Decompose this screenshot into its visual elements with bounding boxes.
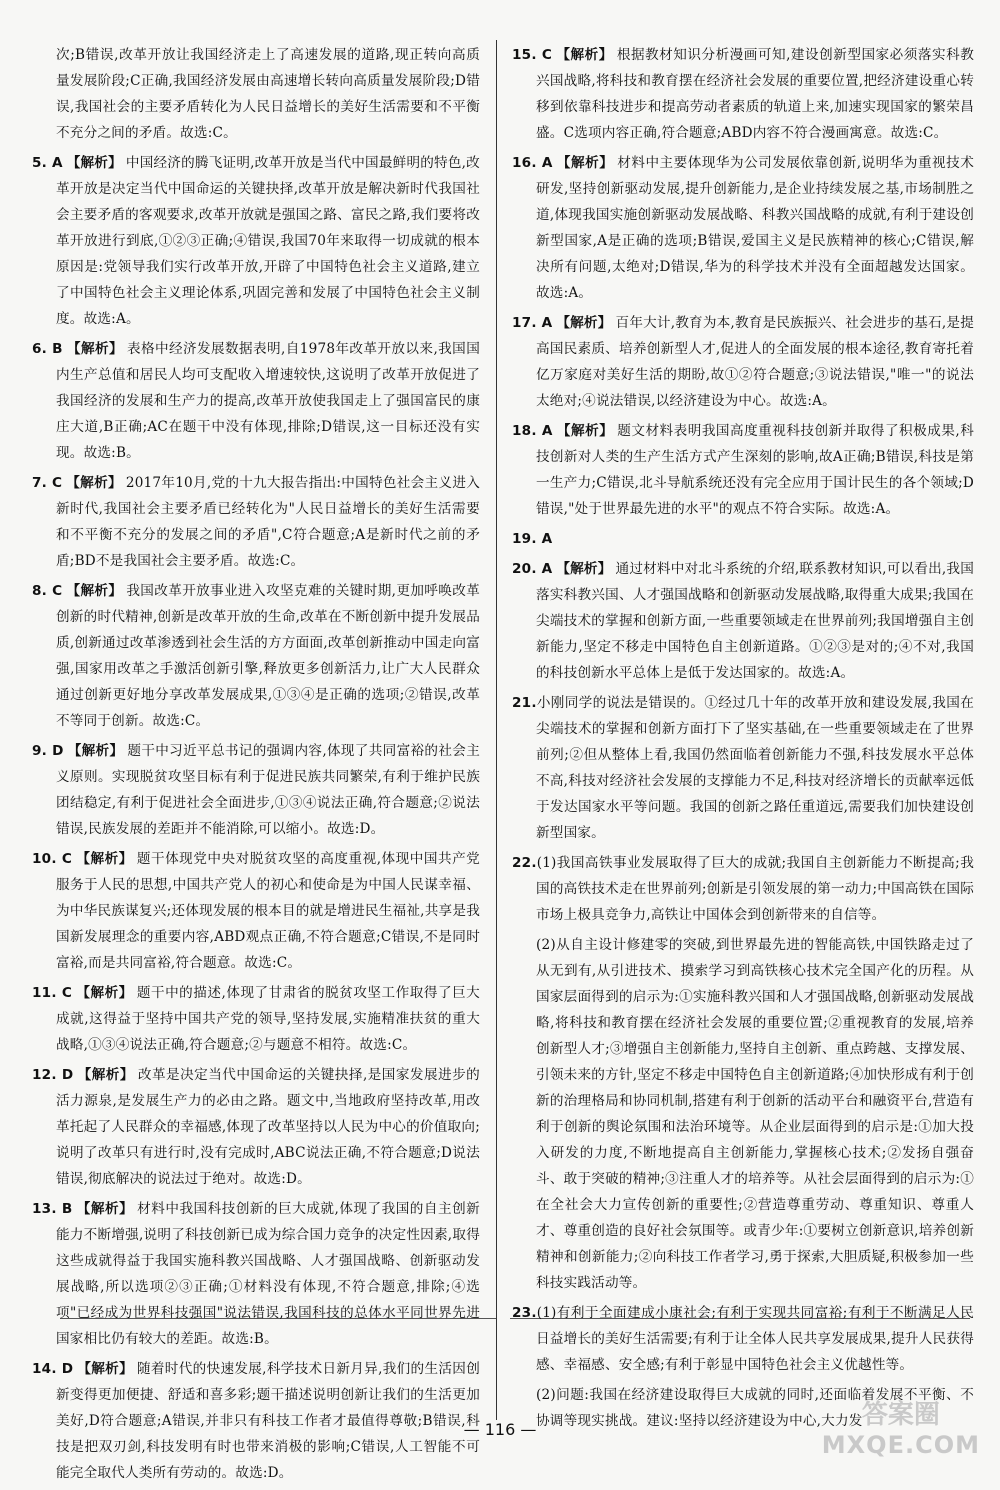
answer-item-13 [32, 1196, 480, 1352]
answer-text: 根据教材知识分析漫画可知,建设创新型国家必须落实科教兴国战略,将科技和教育摆在经济社会发展的重要位置,把经济建设重心转移到依靠科技进步和提高劳动者素质的轨道上来,加速实现国家的繁荣昌盛。C选项内容正确,符合题意;ABD内容不符合漫画寓意。故选:C。 [536, 47, 974, 141]
answer-item-7 [32, 470, 480, 574]
answer-item-21 [512, 690, 974, 846]
answer-text: 我国改革开放事业进入攻坚克难的关键时期,更加呼唤改革创新的时代精神,创新是改革开放的生命,改革在不断创新中提升发展品质,创新通过改革渗透到社会生活的方方面面,改革创新推动中国走向富强,国家用改革之手激活创新引擎,释放更多创新活力,让广大人民群众通过创新更好地分享改革发展成果,①③④是正确的选项;②错误,改革不等同于创新。故选:C。 [56, 583, 480, 729]
answer-text: 题干中习近平总书记的强调内容,体现了共同富裕的社会主义原则。实现脱贫攻坚目标有利于促进民族共同繁荣,有利于维护民族团结稳定,有利于促进社会全面进步,①③④说法正确,符合题意;②说法错误,民族发展的差距并不能消除,可以缩小。故选:D。 [56, 743, 480, 837]
analysis-tag: 【解析】 [77, 1361, 133, 1377]
answer-text: (2)从自主设计修建零的突破,到世界最先进的智能高铁,中国铁路走过了从无到有,从引进技术、摸索学习到高铁核心技术完全国产化的历程。从国家层面得到的启示为:①实施科教兴国和人才强国战略,创新驱动发展战略,将科技和教育摆在经济社会发展的重要位置;②重视教育的发展,培养创新型人才;③增强自主创新能力,坚持自主创新、重点跨越、支撑发展、引领未来的方针,坚定不移走中国特色自主创新道路;④加快形成有利于创新的治理格局和协同机制,搭建有利于创新的活动平台和融资平台,营造有利于创新的舆论氛围和法治环境等。从企业层面得到的启示是:①加大投入研发的力度,不断地提高自主创新能力,掌握核心技术;②发扬自强奋斗、敢于突破的精神;③注重人才的培养等。从社会层面得到的启示为:①在全社会大力宣传创新的重要性;②营造尊重劳动、尊重知识、尊重人才、尊重创造的良好社会氛围等。或青少年:①要树立创新意识,培养创新精神和创新能力;②向科技工作者学习,勇于探索,大胆质疑,积极参加一些科技实践活动等。 [536, 937, 974, 1291]
answer-item-6 [32, 336, 480, 466]
answer-number: 22. [512, 855, 537, 871]
answer-text: 通过材料中对北斗系统的介绍,联系教材知识,可以看出,我国落实科教兴国、人才强国战略和创新驱动发展战略,取得重大成果;我国在尖端技术的掌握和创新方面,一些重要领域走在世界前列;我国增强自主创新能力,坚定不移走中国特色自主创新道路。①②③是对的;④不对,我国的科技创新水平总体上是低于发达国家的。故选:A。 [536, 561, 974, 681]
answer-text: 材料中我国科技创新的巨大成就,体现了我国的自主创新能力不断增强,说明了科技创新已成为综合国力竞争的决定性因素,取得这些成就得益于我国实施科教兴国战略、人才强国战略、创新驱动发展战略,所以选项②③正确;①材料没有体现,不符合题意,排除;④选项"已经成为世界科技强国"说法错误,我国科技的总体水平同世界先进国家相比仍有较大的差距。故选:B。 [56, 1201, 480, 1347]
answer-item-18 [512, 418, 974, 522]
answer-item-12 [32, 1062, 480, 1192]
answer-text: 百年大计,教育为本,教育是民族振兴、社会进步的基石,是提高国民素质、培养创新型人才,促进人的全面发展的根本途径,教育寄托着亿万家庭对美好生活的期盼,故①②符合题意;③说法错误,"唯一"的说法太绝对;④说法错误,以经济建设为中心。故选:A。 [536, 315, 974, 409]
watermark-line2: MXQE.COM [821, 1431, 980, 1459]
answer-item-8 [32, 578, 480, 734]
answer-item-10 [32, 846, 480, 976]
answer-item-11 [32, 980, 480, 1058]
answer-text: 中国经济的腾飞证明,改革开放是当代中国最鲜明的特色,改革开放是决定当代中国命运的关键抉择,改革开放是解决新时代我国社会主要矛盾的客观要求,改革开放就是强国之路、富民之路,我们要将改革开放进行到底,①②③正确;④错误,我国70年来取得一切成就的根本原因是:党领导我们实行改革开放,开辟了中国特色社会主义道路,建立了中国特色社会主义理论体系,巩固完善和发展了中国特色社会主义制度。故选:A。 [56, 155, 480, 327]
answer-number: 10. C [32, 851, 73, 867]
watermark-line1: 答案圈 [861, 1400, 940, 1430]
right-column [512, 42, 974, 1438]
analysis-tag: 【解析】 [66, 475, 122, 491]
answer-text: 次;B错误,改革开放让我国经济走上了高速发展的道路,现正转向高质量发展阶段;C正确,我国经济发展由高速增长转向高质量发展阶段;D错误,我国社会的主要矛盾转化为人民日益增长的美好生活需要和不平衡不充分之间的矛盾。故选:C。 [56, 47, 480, 141]
analysis-tag: 【解析】 [66, 341, 123, 357]
answer-item-23 [512, 1300, 974, 1378]
answer-item-5 [32, 150, 480, 332]
answer-number: 15. C [512, 47, 553, 63]
analysis-tag: 【解析】 [66, 155, 122, 171]
answer-item-16 [512, 150, 974, 306]
answer-text: (2)问题:我国在经济建设取得巨大成就的同时,还面临着发展不平衡、不协调等现实挑战。建议:坚持以经济建设为中心,大力发 [536, 1387, 974, 1429]
answer-text: 小刚同学的说法是错误的。①经过几十年的改革开放和建设发展,我国在尖端技术的掌握和创新方面打下了坚实基础,在一些重要领域走在了世界前列;②但从整体上看,我国仍然面临着创新能力不强,科技发展水平总体不高,科技对经济社会发展的支撑能力不足,科技对经济增长的贡献率远低于发达国家水平等问题。我国的创新之路任重道远,需要我们加快建设创新型国家。 [536, 695, 974, 841]
answer-number: 21. [512, 695, 537, 711]
answer-number: 7. C [32, 475, 63, 491]
answer-text: 表格中经济发展数据表明,自1978年改革开放以来,我国国内生产总值和居民人均可支配收入增速较快,这说明了改革开放促进了我国经济的发展和生产力的提高,改革开放使我国走上了强国富民的康庄大道,B正确;AC在题干中没有体现,排除;D错误,这一目标还没有实现。故选:B。 [56, 341, 480, 461]
analysis-tag: 【解析】 [556, 155, 614, 171]
answer-item-19 [512, 526, 974, 552]
answer-item-22-part2 [512, 932, 974, 1296]
analysis-tag: 【解析】 [67, 743, 124, 759]
answer-number: 23. [512, 1305, 537, 1321]
answer-item-17 [512, 310, 974, 414]
answer-number: 5. A [32, 155, 63, 171]
page-number: — 116 — [463, 1420, 537, 1439]
left-column [32, 42, 480, 1490]
answer-number: 8. C [32, 583, 63, 599]
analysis-tag: 【解析】 [76, 1201, 134, 1217]
answer-item-20 [512, 556, 974, 686]
answer-item-15 [512, 42, 974, 146]
answer-number: 9. D [32, 743, 64, 759]
answer-text: (1)有利于全面建成小康社会;有利于实现共同富裕;有利于不断满足人民日益增长的美好生活需要;有利于让全体人民共享发展成果,提升人民获得感、幸福感、安全感;有利于彰显中国特色社会主义优越性等。 [536, 1305, 974, 1373]
analysis-tag: 【解析】 [556, 47, 613, 63]
answer-number: 20. A [512, 561, 553, 577]
answer-number: 12. D [32, 1067, 74, 1083]
answer-number: 19. A [512, 531, 553, 547]
analysis-tag: 【解析】 [76, 985, 133, 1001]
answer-number: 13. B [32, 1201, 73, 1217]
analysis-tag: 【解析】 [77, 1067, 134, 1083]
analysis-tag: 【解析】 [556, 561, 612, 577]
column-divider [496, 40, 497, 1420]
analysis-tag: 【解析】 [556, 315, 612, 331]
answer-text: (1)我国高铁事业发展取得了巨大的成就;我国自主创新能力不断提高;我国的高铁技术走在世界前列;创新是引领发展的第一动力;中国高铁在国际市场上极具竞争力,高铁让中国体会到创新带来的自信等。 [536, 855, 974, 923]
answer-text: 题文材料表明我国高度重视科技创新并取得了积极成果,科技创新对人类的生产生活方式产生深刻的影响,故A正确;B错误,科技是第一生产力;C错误,北斗导航系统还没有完全应用于国计民生的各个领域;D错误,"处于世界最先进的水平"的观点不符合实际。故选:A。 [536, 423, 974, 517]
answer-number: 6. B [32, 341, 63, 357]
answer-item-22 [512, 850, 974, 928]
answer-number: 14. D [32, 1361, 74, 1377]
answer-number: 16. A [512, 155, 553, 171]
answer-text: 题干中的描述,体现了甘肃省的脱贫攻坚工作取得了巨大成就,这得益于坚持中国共产党的领导,坚持发展,实施精准扶贫的重大战略,①③④说法正确,符合题意;②与题意不相符。故选:C。 [56, 985, 480, 1053]
answer-number: 11. C [32, 985, 73, 1001]
answer-number: 18. A [512, 423, 553, 439]
answer-text: 2017年10月,党的十九大报告指出:中国特色社会主义进入新时代,我国社会主要矛盾已经转化为"人民日益增长的美好生活需要和不平衡不充分的发展之间的矛盾",C符合题意;A是新时代之前的矛盾;BD不是我国社会主要矛盾。故选:C。 [56, 475, 480, 569]
answer-text: 改革是决定当代中国命运的关键抉择,是国家发展进步的活力源泉,是发展生产力的必由之路。题文中,当地政府坚持改革,用改革托起了人民群众的幸福感,体现了改革坚持以人民为中心的价值取向;说明了改革只有进行时,没有完成时,ABC说法正确,不符合题意;D说法错误,彻底解决的说法过于绝对。故选:D。 [56, 1067, 480, 1187]
analysis-tag: 【解析】 [66, 583, 123, 599]
answer-text: 题干体现党中央对脱贫攻坚的高度重视,体现中国共产党服务于人民的思想,中国共产党人的初心和使命是为中国人民谋幸福、为中华民族谋复兴;还体现发展的根本目的就是增进民生福祉,共享是我国新发展理念的重要内容,ABD观点正确,不符合题意;C错误,不是同时富裕,而是共同富裕,符合题意。故选:C。 [56, 851, 480, 971]
analysis-tag: 【解析】 [556, 423, 614, 439]
answer-item-cont [32, 42, 480, 146]
answer-text: 随着时代的快速发展,科学技术日新月异,我们的生活因创新变得更加便捷、舒适和喜多彩;题干描述说明创新让我们的生活更加美好,D符合题意;A错误,并非只有科技工作者才最值得尊敬;B错误,科技是把双刃剑,科技发明有时也带来消极的影响;C错误,人工智能不可能完全取代人类所有劳动的。故选:D。 [56, 1361, 480, 1481]
answer-item-9 [32, 738, 480, 842]
watermark-logo [822, 1400, 980, 1460]
analysis-tag: 【解析】 [76, 851, 133, 867]
answer-text: 材料中主要体现华为公司发展依靠创新,说明华为重视技术研发,坚持创新驱动发展,提升创新能力,是企业持续发展之基,市场制胜之道,体现我国实施创新驱动发展战略、科教兴国战略的成就,有利于建设创新型国家,A是正确的选项;B错误,爱国主义是民族精神的核心;C错误,解决所有问题,太绝对;D错误,华为的科学技术并没有全面超越发达国家。故选:A。 [536, 155, 974, 301]
answer-number: 17. A [512, 315, 553, 331]
